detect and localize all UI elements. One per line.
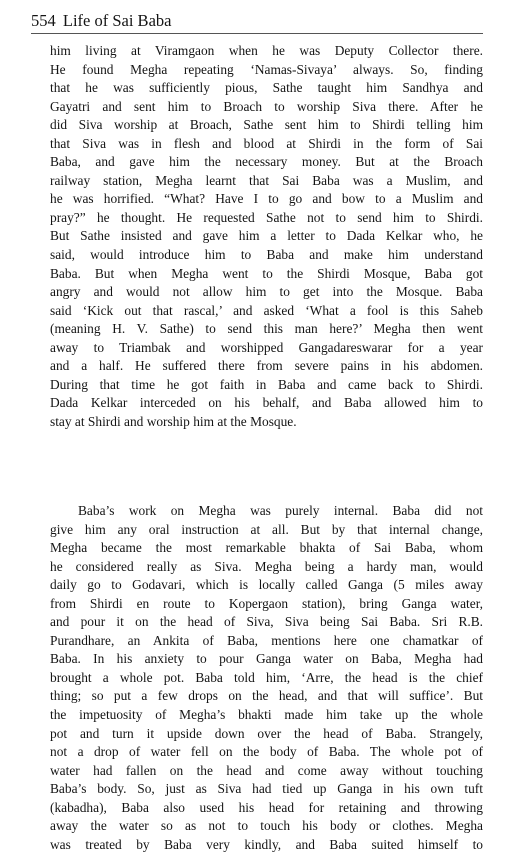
text-line: Baba’s body. So, just as Siva had tied up Ganga in his own tuft: [50, 781, 483, 797]
paragraph-1: [50, 42, 483, 431]
text-line: that he was sufficiently pious, Sathe taught him Sandhya and: [50, 80, 483, 96]
paragraph-2: [50, 502, 483, 854]
text-line: did Siva worship at Broach, Sathe sent him to Shirdi telling him: [50, 117, 483, 133]
text-line: thing; so put a few drops on the head, and that will suffice’. But: [50, 688, 483, 704]
text-line: away to Triambak and worshipped Gangadareswarar for a year: [50, 339, 483, 355]
text-line: away the water so as not to touch his body or clothes. Megha: [50, 818, 483, 834]
book-title: Life of Sai Baba: [62, 11, 172, 30]
text-line: Gayatri and sent him to Broach to worship Siva there. After he: [50, 98, 483, 114]
text-line: he was horrified. “What? Have I to go and bow to a Muslim and: [50, 191, 483, 207]
text-line: said ‘Kick out that rascal,’ and asked ‘What a fool is this Saheb: [50, 302, 483, 318]
text-line: But Sathe insisted and gave him a letter to Dada Kelkar who, he: [50, 228, 483, 244]
text-line: from Shirdi en route to Kopergaon station), bring Ganga water,: [50, 595, 483, 611]
text-line: railway station, Megha learnt that Sai Baba was a Muslim, and: [50, 172, 483, 188]
text-line: and a half. He suffered there from severe pains in his abdomen.: [50, 358, 483, 374]
text-line: Purandhare, an Ankita of Baba, mentions here one chamatkar of: [50, 632, 483, 648]
text-line: was treated by Baba very kindly, and Baba suited himself to: [50, 836, 483, 852]
text-line: daily go to Godavari, which is locally called Ganga (5 miles away: [50, 577, 483, 593]
text-line: the impetuosity of Megha’s bhakti made him take up the whole: [50, 707, 483, 723]
text-line: give him any oral instruction at all. But by that internal change,: [50, 521, 483, 537]
text-line: Baba. In his anxiety to pour Ganga water on Baba, Megha had: [50, 651, 483, 667]
page-number: 554: [31, 11, 56, 30]
running-head: [31, 11, 171, 31]
text-line: water had fallen on the head and come away without touching: [50, 762, 483, 778]
text-line: and pour it on the head of Siva, Siva being Sai Baba. Sri R.B.: [50, 614, 483, 630]
text-line: said, would introduce him to Baba and make him understand: [50, 247, 483, 263]
text-line: pot and turn it upside down over the head of Baba. Strangely,: [50, 725, 483, 741]
text-line: Dada Kelkar interceded on his behalf, and Baba allowed him to: [50, 395, 483, 411]
text-line: brought a whole pot. Baba told him, ‘Arre, the head is the chief: [50, 669, 483, 685]
text-line: During that time he got faith in Baba and came back to Shirdi.: [50, 376, 483, 392]
text-line: not a drop of water fell on the body of Baba. The whole pot of: [50, 744, 483, 760]
text-line: (meaning H. V. Sathe) to send this man here?’ Megha then went: [50, 321, 483, 337]
header-rule: [31, 33, 483, 34]
text-line: Baba’s work on Megha was purely internal. Baba did not: [78, 503, 483, 518]
text-line: stay at Shirdi and worship him at the Mosque.: [50, 413, 297, 429]
text-line: him living at Viramgaon when he was Deputy Collector there.: [50, 43, 483, 58]
text-line: angry and would not allow him to get into the Mosque. Baba: [50, 284, 483, 300]
text-line: that Siva was in flesh and blood at Shirdi in the form of Sai: [50, 135, 483, 151]
text-line: Baba, and gave him the necessary money. But at the Broach: [50, 154, 483, 170]
text-line: Baba. But when Megha went to the Shirdi Mosque, Baba got: [50, 265, 483, 281]
text-line: he considered really as Siva. Megha being a hardy man, would: [50, 558, 483, 574]
text-line: Megha became the most remarkable bhakta of Sai Baba, whom: [50, 540, 483, 556]
text-line: He found Megha repeating ‘Namas-Sivaya’ always. So, finding: [50, 61, 483, 77]
text-line: (kabadha), Baba also used his head for retaining and throwing: [50, 799, 483, 815]
text-line: pray?” he thought. He requested Sathe not to send him to Shirdi.: [50, 209, 483, 225]
